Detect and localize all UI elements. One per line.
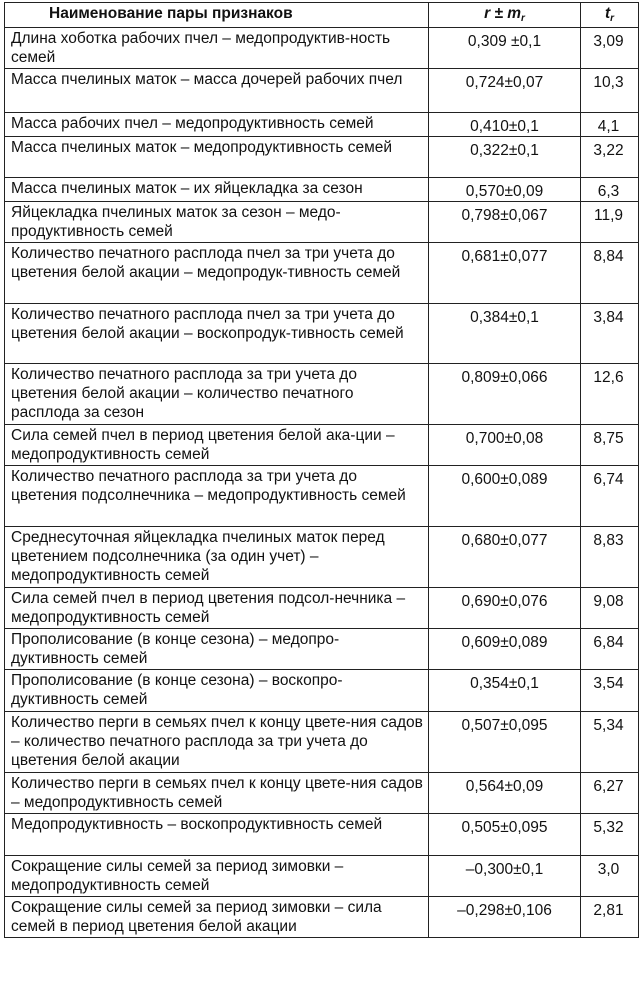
correlation-cell: 0,384±0,1	[429, 304, 581, 364]
table-row	[5, 364, 639, 425]
table-row	[5, 814, 639, 856]
t-value-cell: 8,83	[581, 527, 639, 588]
table-row	[5, 670, 639, 712]
header-t-label: t	[604, 5, 611, 22]
t-value-cell: 6,84	[581, 629, 639, 670]
trait-pair-cell: Количество перги в семьях пчел к концу цвете-ния садов – медопродуктивность семей	[5, 773, 429, 814]
correlation-cell: 0,354±0,1	[429, 670, 581, 712]
t-value-cell: 10,3	[581, 69, 639, 113]
table-row	[5, 243, 639, 304]
table-row	[5, 527, 639, 588]
t-value-cell: 4,1	[581, 113, 639, 137]
table-row	[5, 202, 639, 243]
trait-pair-cell: Сокращение силы семей за период зимовки – сила семей в период цветения белой акации	[5, 897, 429, 938]
t-value-cell: 3,0	[581, 856, 639, 897]
t-value-cell: 8,84	[581, 243, 639, 304]
table-row	[5, 304, 639, 364]
trait-pair-cell: Прополисование (в конце сезона) – медопро-дуктивность семей	[5, 629, 429, 670]
header-correlation-label: r ± m	[484, 5, 522, 22]
correlation-cell: 0,809±0,066	[429, 364, 581, 425]
trait-pair-cell: Количество печатного расплода за три учета до цветения подсолнечника – медопродуктивность семей	[5, 466, 429, 527]
t-value-cell: 3,09	[581, 28, 639, 69]
t-value-cell: 6,3	[581, 178, 639, 202]
correlation-cell: 0,690±0,076	[429, 588, 581, 629]
t-value-cell: 3,54	[581, 670, 639, 712]
t-value-cell: 8,75	[581, 425, 639, 466]
table-row	[5, 629, 639, 670]
correlation-table	[4, 2, 639, 938]
correlation-cell: 0,322±0,1	[429, 137, 581, 178]
t-value-cell: 3,22	[581, 137, 639, 178]
trait-pair-cell: Сокращение силы семей за период зимовки – медопродуктивность семей	[5, 856, 429, 897]
trait-pair-cell: Медопродуктивность – воскопродуктивность семей	[5, 814, 429, 856]
correlation-cell: 0,798±0,067	[429, 202, 581, 243]
t-value-cell: 6,27	[581, 773, 639, 814]
table-row	[5, 137, 639, 178]
table-row	[5, 773, 639, 814]
correlation-cell: 0,609±0,089	[429, 629, 581, 670]
correlation-cell: –0,300±0,1	[429, 856, 581, 897]
trait-pair-cell: Прополисование (в конце сезона) – воскопро-дуктивность семей	[5, 670, 429, 712]
table-row	[5, 466, 639, 527]
table-row	[5, 178, 639, 202]
trait-pair-cell: Яйцекладка пчелиных маток за сезон – медо-продуктивность семей	[5, 202, 429, 243]
trait-pair-cell: Количество печатного расплода за три учета до цветения белой акации – количество печатного расплода за сезон	[5, 364, 429, 425]
t-value-cell: 9,08	[581, 588, 639, 629]
correlation-cell: 0,681±0,077	[429, 243, 581, 304]
table-row	[5, 28, 639, 69]
correlation-cell: 0,309 ±0,1	[429, 28, 581, 69]
trait-pair-cell: Масса пчелиных маток – их яйцекладка за сезон	[5, 178, 429, 202]
header-trait-pair: Наименование пары признаков	[5, 3, 429, 28]
table-row	[5, 856, 639, 897]
correlation-cell: 0,505±0,095	[429, 814, 581, 856]
t-value-cell: 11,9	[581, 202, 639, 243]
trait-pair-cell: Среднесуточная яйцекладка пчелиных маток перед цветением подсолнечника (за один учет) – медопродуктивность семей	[5, 527, 429, 588]
trait-pair-cell: Количество печатного расплода пчел за три учета до цветения белой акации – воскопродук-тивность семей	[5, 304, 429, 364]
correlation-cell: 0,700±0,08	[429, 425, 581, 466]
header-t-value	[581, 3, 639, 28]
table-row	[5, 897, 639, 938]
t-value-cell: 2,81	[581, 897, 639, 938]
correlation-cell: 0,564±0,09	[429, 773, 581, 814]
table-row	[5, 69, 639, 113]
t-value-cell: 5,32	[581, 814, 639, 856]
t-value-cell: 5,34	[581, 712, 639, 773]
header-correlation-subscript: r	[521, 13, 525, 24]
table-row	[5, 588, 639, 629]
trait-pair-cell: Масса пчелиных маток – медопродуктивность семей	[5, 137, 429, 178]
correlation-cell: 0,600±0,089	[429, 466, 581, 527]
correlation-cell: –0,298±0,106	[429, 897, 581, 938]
table-row	[5, 425, 639, 466]
correlation-cell: 0,410±0,1	[429, 113, 581, 137]
t-value-cell: 3,84	[581, 304, 639, 364]
correlation-cell: 0,680±0,077	[429, 527, 581, 588]
correlation-cell: 0,570±0,09	[429, 178, 581, 202]
correlation-cell: 0,507±0,095	[429, 712, 581, 773]
trait-pair-cell: Количество печатного расплода пчел за три учета до цветения белой акации – медопродук-тивность семей	[5, 243, 429, 304]
t-value-cell: 6,74	[581, 466, 639, 527]
table-header-row	[5, 3, 639, 28]
trait-pair-cell: Сила семей пчел в период цветения подсол-нечника – медопродуктивность семей	[5, 588, 429, 629]
trait-pair-cell: Длина хоботка рабочих пчел – медопродуктив-ность семей	[5, 28, 429, 69]
trait-pair-cell: Масса пчелиных маток – масса дочерей рабочих пчел	[5, 69, 429, 113]
table-row	[5, 712, 639, 773]
trait-pair-cell: Сила семей пчел в период цветения белой ака-ции – медопродуктивность семей	[5, 425, 429, 466]
trait-pair-cell: Количество перги в семьях пчел к концу цвете-ния садов – количество печатного расплода за три учета до цветения белой акации	[5, 712, 429, 773]
table-row	[5, 113, 639, 137]
correlation-cell: 0,724±0,07	[429, 69, 581, 113]
trait-pair-cell: Масса рабочих пчел – медопродуктивность семей	[5, 113, 429, 137]
header-correlation	[429, 3, 581, 28]
header-t-subscript: r	[610, 13, 615, 24]
t-value-cell: 12,6	[581, 364, 639, 425]
